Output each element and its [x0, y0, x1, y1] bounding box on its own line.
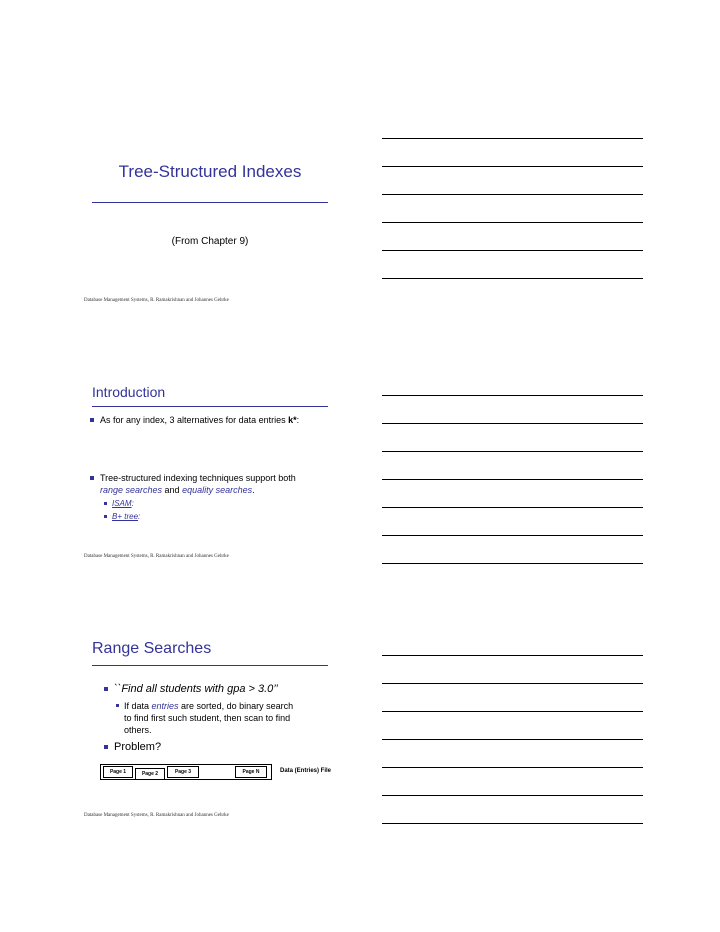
note-line — [382, 507, 643, 508]
slide-subtitle: (From Chapter 9) — [171, 236, 249, 247]
title-rule — [92, 202, 328, 203]
sub-bullet-item: B+ tree: — [112, 511, 140, 523]
note-line — [382, 423, 643, 424]
page-box: Page N — [235, 766, 267, 778]
slide-introduction — [0, 370, 360, 570]
sub-bullet-item: ISAM: — [112, 498, 134, 510]
page-box: Page 3 — [167, 766, 199, 778]
bullet-marker — [104, 687, 108, 691]
slide-title-page — [0, 110, 360, 330]
note-line — [382, 739, 643, 740]
note-line — [382, 655, 643, 656]
page-box: Page 2 — [135, 768, 165, 780]
isam-link[interactable]: ISAM — [112, 499, 132, 508]
note-line — [382, 795, 643, 796]
bullet-marker — [116, 704, 119, 707]
slide-footer: Database Management Systems, R. Ramakrishnan and Johannes Gehrke — [84, 554, 229, 559]
note-line — [382, 823, 643, 824]
title-rule — [92, 406, 328, 407]
data-file-pages — [100, 764, 272, 780]
bullet-marker — [90, 418, 94, 422]
bullet-item: Problem? — [114, 740, 161, 754]
note-line — [382, 535, 643, 536]
note-line — [382, 250, 643, 251]
note-line — [382, 166, 643, 167]
bullet-marker — [104, 515, 107, 518]
title-rule — [92, 665, 328, 666]
slide-title: Range Searches — [92, 640, 212, 657]
bullet-marker — [90, 476, 94, 480]
bullet-marker — [104, 745, 108, 749]
slide-footer: Database Management Systems, R. Ramakrishnan and Johannes Gehrke — [84, 813, 229, 818]
note-line — [382, 451, 643, 452]
note-line — [382, 479, 643, 480]
slide-footer: Database Management Systems, R. Ramakrishnan and Johannes Gehrke — [84, 298, 229, 303]
bullet-item: ``Find all students with gpa > 3.0’’ — [114, 682, 278, 696]
note-line — [382, 194, 643, 195]
slide-range-searches — [0, 630, 360, 830]
note-line — [382, 138, 643, 139]
note-line — [382, 563, 643, 564]
note-line — [382, 395, 643, 396]
sub-bullet-item: If data entries are sorted, do binary search to find first such student, then scan to find others. — [124, 700, 293, 736]
slide-title: Tree-Structured Indexes — [118, 162, 302, 181]
note-line — [382, 222, 643, 223]
bullet-item: Tree-structured indexing techniques support both range searches and equality searches. — [100, 472, 296, 496]
bullet-item: As for any index, 3 alternatives for data entries k*: — [100, 414, 299, 426]
data-file-label: Data (Entries) File — [280, 768, 332, 774]
bullet-marker — [104, 502, 107, 505]
slide-title: Introduction — [92, 384, 166, 400]
page-box: Page 1 — [103, 766, 133, 778]
bplus-tree-link[interactable]: B+ tree — [112, 512, 139, 521]
note-line — [382, 767, 643, 768]
note-line — [382, 711, 643, 712]
note-line — [382, 278, 643, 279]
note-line — [382, 683, 643, 684]
